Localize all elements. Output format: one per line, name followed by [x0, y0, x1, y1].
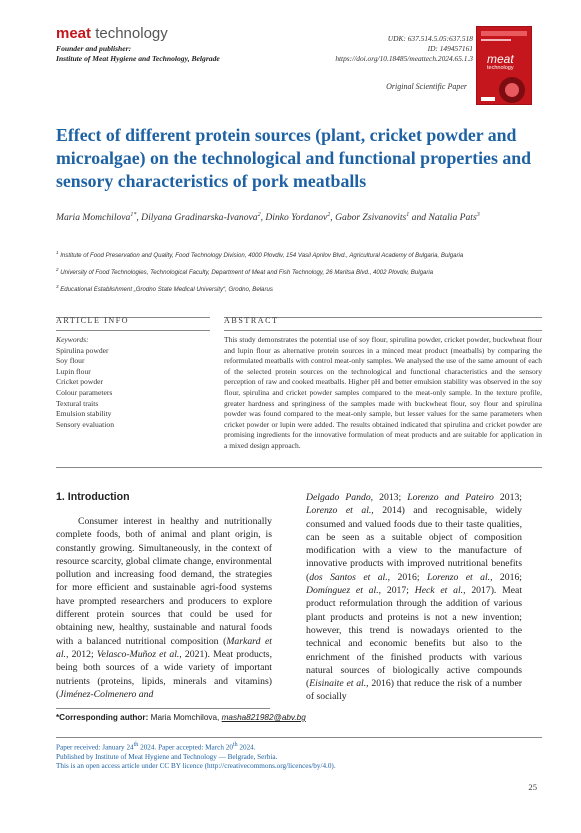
author-separator: and	[409, 212, 429, 224]
author-list	[56, 209, 516, 224]
article-info-heading: ARTICLE INFO	[56, 316, 130, 325]
author-name: Maria Momchilova	[56, 212, 131, 224]
affiliation-sup: 2	[56, 267, 59, 273]
affiliation-sup: 1	[56, 250, 59, 255]
citation-reference[interactable]: Lorenzo et al.,	[426, 571, 500, 583]
body-text-run: Consumer interest in healthy and nutritionally complete foods, both of animal and plant origin, is constantly growing. Simultaneously, in the context of resource scarcity, global climate change, environmental pollution and increasing food demand, the strategies for more efficient and sustainable agri-food systems have prompted researchers and producers to explore different protein sources that could be used for obtaining new, healthy, sustainable and natural foods with a balanced nutritional composition (	[56, 516, 272, 647]
citation-reference[interactable]: Delgado Pando,	[306, 492, 380, 503]
body-text-run: 2016;	[397, 571, 427, 583]
author-affiliation-sup: 1	[406, 212, 410, 218]
cover-bar	[481, 97, 495, 101]
intro-column-left	[56, 491, 272, 701]
footnote-rule	[56, 708, 270, 709]
abstract-rule	[224, 330, 542, 331]
body-text-run: 2016;	[499, 571, 522, 583]
cover-strip	[481, 39, 511, 41]
article-title: Effect of different protein sources (plant, cricket powder and microalgae) on the technological and functional properties and sensory characteristics of pork meatballs	[56, 125, 531, 191]
corresponding-author-email[interactable]: masha821982@abv.bg	[221, 713, 306, 722]
body-text-run: 2016) that reduce the risk of a number of socially	[306, 678, 522, 703]
corresponding-author	[56, 713, 306, 722]
author-name: Dinko Yordanov	[265, 212, 328, 224]
corresponding-author-label: *Corresponding author:	[56, 713, 149, 722]
footer-dates	[56, 741, 336, 753]
keyword-item: Emulsion stability	[56, 409, 112, 419]
journal-logo-word-technology: technology	[91, 25, 168, 42]
publisher-info	[56, 44, 220, 64]
citation-reference[interactable]: Velasco-Muñoz et al.,	[96, 648, 185, 660]
keyword-item: Textural traits	[56, 398, 99, 408]
footer-received: Paper received: January 24	[56, 743, 134, 752]
footer-accepted: 2024. Paper accepted: March 20	[138, 743, 233, 752]
author-affiliation-sup: 2	[257, 212, 261, 218]
keywords-block	[56, 335, 114, 430]
body-text-run: 2012;	[71, 648, 97, 660]
intro-paragraph-right	[306, 491, 522, 704]
author-name: Natalia Pats	[428, 212, 477, 224]
affiliation-sup: 3	[56, 284, 59, 290]
footer-license[interactable]: This is an open access article under CC BY licence (http://creativecommons.org/licences/by/4.0).	[56, 762, 336, 771]
abstract-text: This study demonstrates the potential use of soy flour, spirulina powder, cricket powder, buckwheat flour and lupin flour as alternative protein sources in a minced meat product (meatballs) by comparing the reformulated meatballs with control meat-only samples. We analysed the use of the same amount of each of the selected protein sources on the technological and functional characteristics and the sensory perception of raw and cooked meatballs. Higher pH and better emulsion stability was observed in the soy flour, spirulina and cricket powder samples compared to the meat-only sample. In the texture profile, greater hardness and springiness of the samples made with buckwheat flour, soy flour and spirulina powder was found compared to the meat-only sample, but lesser values for the same parameters when cricket powder or lupin were added. The results obtained indicated that spirulina and cricket powder are promising ingredients for the innovative formulation of meat products and are suitable for application in a mixed design approach.	[224, 335, 542, 450]
intro-paragraph-left	[56, 515, 272, 701]
footer-year: 2024.	[237, 743, 256, 752]
citation-reference[interactable]: Lorenzo et al.,	[306, 505, 383, 517]
citation-reference[interactable]: Jiménez-Colmenero and	[59, 688, 154, 700]
abstract-heading: ABSTRACT	[224, 316, 279, 325]
article-identifiers	[335, 34, 473, 65]
abstract-bottom-rule	[56, 467, 542, 468]
keyword-item: Sensory evaluation	[56, 419, 114, 429]
paper-type: Original Scientific Paper	[386, 82, 467, 91]
cover-circle-inner	[505, 83, 519, 97]
publisher-label: Founder and publisher:	[56, 44, 132, 53]
journal-logo	[56, 26, 168, 42]
body-text-run: 2013;	[379, 492, 408, 503]
body-text-run: 2021). Meat products, being both sources of a wide variety of important nutrients (proteins, lipids, minerals and vitamins) (	[56, 648, 272, 700]
cover-top-band	[481, 31, 527, 36]
author-affiliation-sup: 2	[327, 212, 331, 218]
author-affiliation-sup: 3	[476, 212, 480, 218]
keywords-label: Keywords:	[56, 335, 89, 344]
udk-code: UDK: 637.514.5.05:637.518	[387, 34, 473, 43]
keyword-item: Soy flour	[56, 356, 85, 366]
footer-received-sup: th	[133, 742, 139, 748]
citation-reference[interactable]: Markard et al.,	[56, 635, 272, 660]
author-affiliation-sup: 1*	[130, 212, 137, 218]
keyword-item: Colour parameters	[56, 387, 113, 397]
cover-title: meat	[487, 52, 514, 66]
keywords-list	[56, 346, 114, 431]
body-text-run: 2017;	[386, 585, 415, 597]
journal-logo-word-meat: meat	[56, 25, 92, 42]
citation-reference[interactable]: Domínguez et al.,	[306, 585, 387, 597]
article-info-rule	[56, 330, 210, 331]
citation-reference[interactable]: Lorenzo and Pateiro	[407, 492, 500, 503]
publication-footer	[56, 741, 336, 772]
footer-publisher: Published by Institute of Meat Hygiene and Technology — Belgrade, Serbia.	[56, 752, 278, 761]
affiliation-text: Institute of Food Preservation and Quality, Food Technology Division, 4000 Plovdiv, 154 Vasil Aprilov Blvd., Agricultural Academy of Bulgaria, Bulgaria	[58, 252, 464, 260]
author-name: Gabor Zsivanovits	[335, 212, 407, 224]
keyword-item: Spirulina powder	[56, 345, 109, 355]
publisher-name: Institute of Meat Hygiene and Technology, Belgrade	[56, 54, 220, 63]
affiliation-item	[56, 266, 546, 278]
affiliation-item	[56, 283, 546, 295]
keyword-item: Lupin flour	[56, 366, 91, 376]
body-text-run: 2017). Meat product reformulation through the addition of various plant products and proteins is not a new invention; however, this trend is nowadays oriented to the technical and economic benefits but also to the enrichment of the finished products with various natural sources of biologically active compounds (	[306, 585, 523, 690]
body-text-run: 2013;	[499, 492, 522, 503]
body-text-run: 2014) and recognisable, widely consumed and valued foods due to their taste qualities, can be seen as a suitable object of composition modification with a view to the manufacture of innovative products with improved nutritional benefits (	[306, 505, 522, 583]
page-number: 25	[528, 782, 537, 792]
journal-cover-thumbnail	[476, 26, 532, 105]
footer-accepted-sup: th	[232, 742, 238, 748]
introduction-heading: 1. Introduction	[56, 491, 130, 503]
affiliation-item	[56, 249, 546, 261]
article-id: ID: 149457161	[427, 44, 473, 54]
keyword-item: Cricket powder	[56, 377, 104, 387]
affiliation-text: University of Food Technologies, Technological Faculty, Department of Meat and Fish Technology, 26 Maritsa Blvd., 4002 Plovdiv, Bulgaria	[58, 269, 434, 277]
cover-subtitle: technology	[487, 65, 514, 71]
citation-reference[interactable]: Heck et al.,	[414, 585, 472, 597]
citation-reference[interactable]: Eisinaite et al.,	[309, 678, 372, 690]
author-separator: ,	[330, 212, 336, 224]
corresponding-author-name: Maria Momchilova,	[148, 713, 222, 722]
affiliation-list	[56, 249, 546, 300]
doi-link[interactable]: https://doi.org/10.18485/meattech.2024.65.1.3	[335, 54, 473, 64]
affiliation-text: Educational Establishment „Grodno State Medical University“, Grodno, Belarus	[58, 286, 273, 294]
intro-column-right	[306, 491, 522, 704]
author-separator: ,	[260, 212, 266, 224]
author-name: Dilyana Gradinarska-Ivanova	[141, 212, 258, 224]
author-separator: ,	[136, 212, 142, 224]
footer-rule	[56, 737, 542, 738]
citation-reference[interactable]: dos Santos et al.,	[309, 571, 398, 583]
